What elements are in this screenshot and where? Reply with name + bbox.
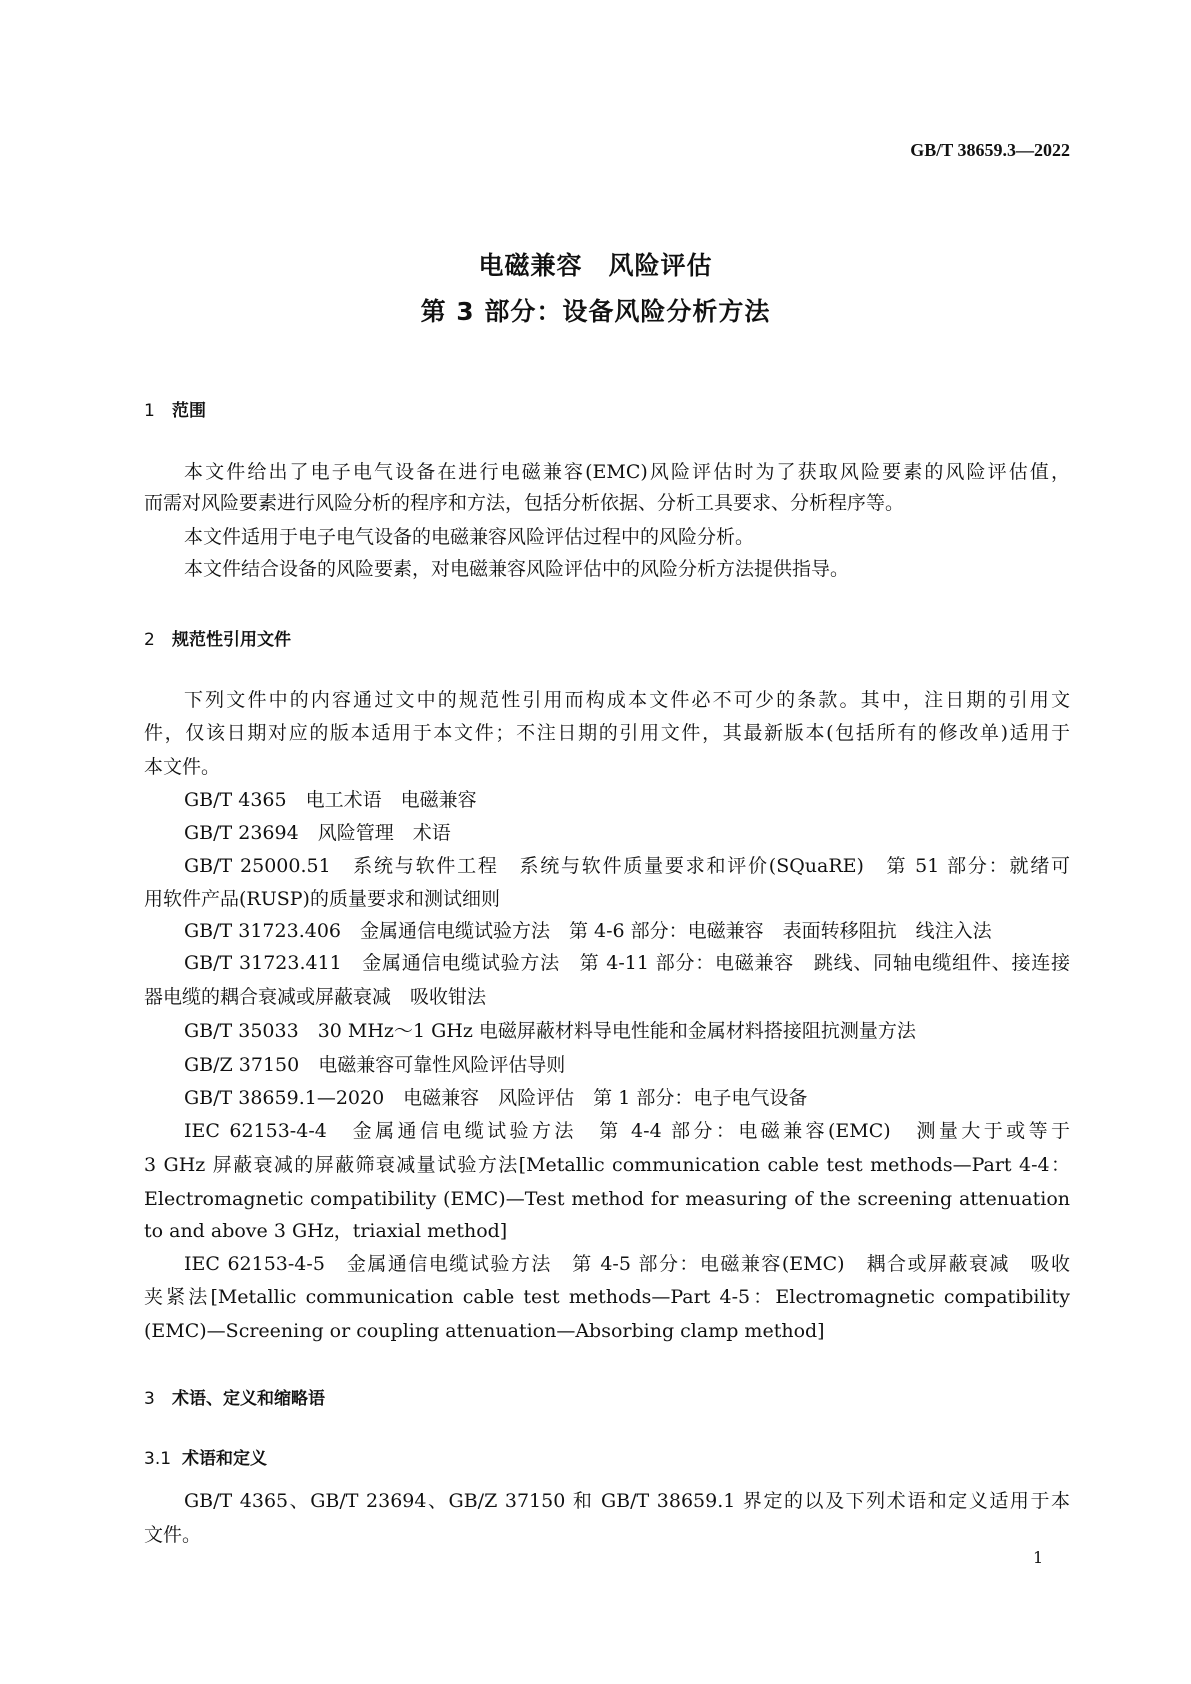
reference-item: IEC 62153-4-5 金属通信电缆试验方法 第 4-5 部分：电磁兼容(EMC) 耦合或屏蔽衰减 吸收 (184, 1253, 1070, 1275)
paragraph-line: 本文件适用于电子电气设备的电磁兼容风险评估过程中的风险分析。 (184, 526, 755, 548)
section-number: 3.1 (144, 1449, 172, 1469)
paragraph-line: 下列文件中的内容通过文中的规范性引用而构成本文件必不可少的条款。其中，注日期的引用文 (184, 689, 1070, 711)
document-code-header: GB/T 38659.3—2022 (910, 140, 1070, 160)
subsection-heading-terms-definitions (144, 1444, 267, 1469)
section-heading-scope (144, 396, 206, 421)
paragraph-line: 本文件结合设备的风险要素，对电磁兼容风险评估中的风险分析方法提供指导。 (184, 558, 850, 580)
paragraph-line: GB/T 4365、GB/T 23694、GB/Z 37150 和 GB/T 38659.1 界定的以及下列术语和定义适用于本 (184, 1490, 1070, 1512)
reference-item-cont: to and above 3 GHz，triaxial method] (144, 1220, 508, 1242)
reference-item-cont: Electromagnetic compatibility (EMC)—Test method for measuring of the screening attenuation (144, 1188, 1070, 1210)
reference-item: GB/Z 37150 电磁兼容可靠性风险评估导则 (184, 1054, 566, 1076)
section-title: 术语和定义 (182, 1449, 267, 1469)
reference-item-cont: (EMC)—Screening or coupling attenuation—Absorbing clamp method] (144, 1320, 825, 1342)
section-number: 1 (144, 401, 155, 421)
reference-item: GB/T 38659.1—2020 电磁兼容 风险评估 第 1 部分：电子电气设备 (184, 1087, 808, 1109)
section-title: 范围 (172, 401, 206, 421)
section-title: 术语、定义和缩略语 (172, 1389, 325, 1409)
paragraph-line: 本文件给出了电子电气设备在进行电磁兼容(EMC)风险评估时为了获取风险要素的风险评估值， (184, 461, 1070, 483)
paragraph-line: 文件。 (144, 1524, 202, 1546)
document-title-line1: 电磁兼容 风险评估 (478, 251, 713, 280)
paragraph-line: 而需对风险要素进行风险分析的程序和方法，包括分析依据、分析工具要求、分析程序等。 (144, 492, 905, 514)
reference-item: GB/T 31723.411 金属通信电缆试验方法 第 4-11 部分：电磁兼容 跳线、同轴电缆组件、接连接 (184, 952, 1070, 974)
document-title-line2: 第 3 部分：设备风险分析方法 (420, 297, 771, 326)
section-heading-normative-references (144, 625, 291, 650)
section-title: 规范性引用文件 (172, 630, 291, 650)
reference-item: GB/T 25000.51 系统与软件工程 系统与软件质量要求和评价(SQuaRE) 第 51 部分：就绪可 (184, 855, 1070, 877)
reference-item: GB/T 4365 电工术语 电磁兼容 (184, 789, 477, 811)
section-number: 3 (144, 1389, 155, 1409)
paragraph-line: 件，仅该日期对应的版本适用于本文件；不注日期的引用文件，其最新版本(包括所有的修改单)适用于 (144, 722, 1070, 744)
reference-item: GB/T 23694 风险管理 术语 (184, 822, 451, 844)
reference-item: IEC 62153-4-4 金属通信电缆试验方法 第 4-4 部分：电磁兼容(EMC) 测量大于或等于 (184, 1120, 1070, 1142)
reference-item-cont: 夹紧法[Metallic communication cable test methods—Part 4-5：Electromagnetic compatibility (144, 1286, 1070, 1308)
section-heading-terms (144, 1384, 325, 1409)
section-number: 2 (144, 630, 155, 650)
reference-item-cont: 3 GHz 屏蔽衰减的屏蔽筛衰减量试验方法[Metallic communication cable test methods—Part 4-4： (144, 1154, 1070, 1176)
reference-item: GB/T 35033 30 MHz～1 GHz 电磁屏蔽材料导电性能和金属材料搭接阻抗测量方法 (184, 1020, 916, 1042)
reference-item-cont: 器电缆的耦合衰减或屏蔽衰减 吸收钳法 (144, 986, 487, 1008)
page-number: 1 (1033, 1548, 1044, 1567)
reference-item: GB/T 31723.406 金属通信电缆试验方法 第 4-6 部分：电磁兼容 表面转移阻抗 线注入法 (184, 920, 992, 942)
reference-item-cont: 用软件产品(RUSP)的质量要求和测试细则 (144, 888, 500, 910)
paragraph-line: 本文件。 (144, 756, 221, 778)
